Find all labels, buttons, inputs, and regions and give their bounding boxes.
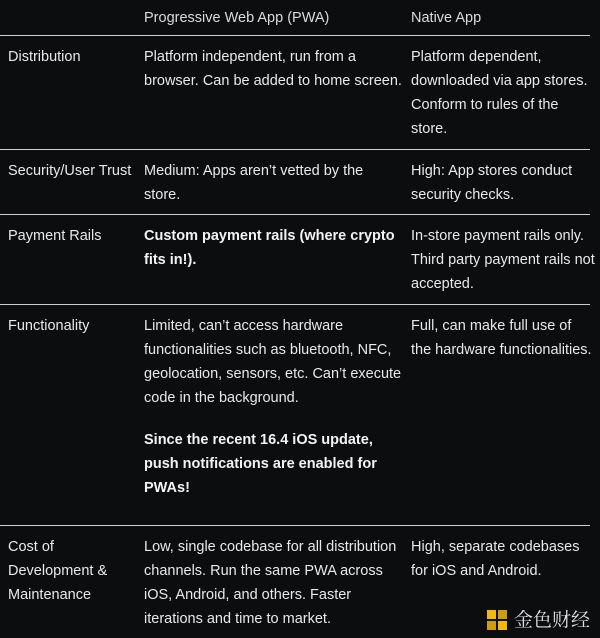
jinse-logo-icon bbox=[486, 609, 508, 631]
row-divider bbox=[0, 214, 590, 215]
row-label: Cost of Development & Maintenance bbox=[8, 539, 108, 603]
native-cell: High, separate codebases for iOS and Android. bbox=[411, 539, 580, 579]
pwa-cell bbox=[144, 314, 402, 500]
header-native: Native App bbox=[411, 10, 482, 26]
native-cell: In-store payment rails only. Third party payment rails not accepted. bbox=[411, 228, 595, 292]
watermark-text: 金色财经 bbox=[513, 609, 590, 631]
native-cell: High: App stores conduct security checks. bbox=[411, 163, 573, 203]
row-label: Security/User Trust bbox=[8, 163, 132, 179]
row-divider bbox=[0, 304, 590, 305]
row-divider bbox=[0, 35, 590, 36]
pwa-note-bold: Since the recent 16.4 iOS update, push notifications are enabled for PWAs! bbox=[144, 432, 377, 496]
native-cell: Platform dependent, downloaded via app stores. Conform to rules of the store. bbox=[411, 49, 588, 137]
native-cell: Full, can make full use of the hardware functionalities. bbox=[411, 318, 592, 358]
pwa-cell-text: Limited, can’t access hardware functionalities such as bluetooth, NFC, geolocation, sensors, etc. Can’t execute code in the background. bbox=[144, 318, 402, 406]
pwa-cell-bold: Custom payment rails (where crypto fits in!). bbox=[144, 228, 395, 268]
row-label: Payment Rails bbox=[8, 228, 102, 244]
pwa-cell bbox=[144, 224, 402, 272]
pwa-cell: Low, single codebase for all distribution channels. Run the same PWA across iOS, Android, and others. Faster iterations and time to market. bbox=[144, 539, 397, 627]
row-label: Functionality bbox=[8, 318, 90, 334]
pwa-cell: Platform independent, run from a browser. Can be added to home screen. bbox=[144, 49, 402, 89]
header-pwa: Progressive Web App (PWA) bbox=[144, 10, 330, 26]
row-label: Distribution bbox=[8, 49, 81, 65]
row-divider bbox=[0, 525, 590, 526]
pwa-cell: Medium: Apps aren’t vetted by the store. bbox=[144, 163, 364, 203]
watermark bbox=[486, 608, 590, 632]
row-divider bbox=[0, 149, 590, 150]
